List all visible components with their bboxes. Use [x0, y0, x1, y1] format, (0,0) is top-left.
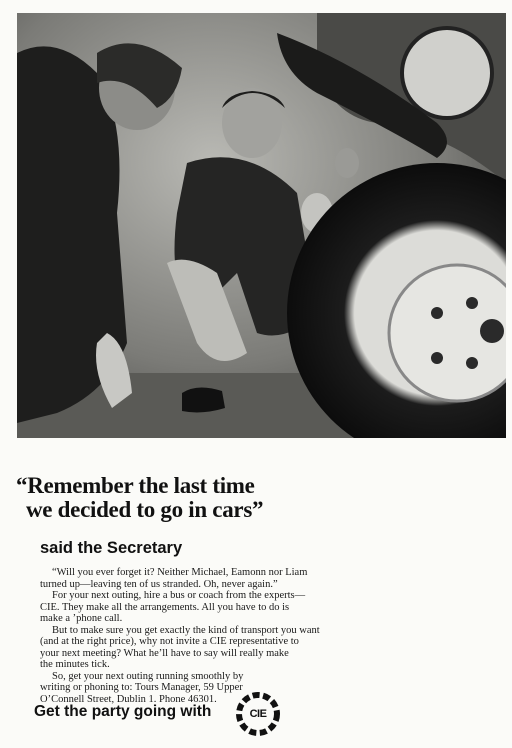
- body-line: (and at the right price), why not invite a CIE representative to: [40, 636, 299, 647]
- logo-text: CIE: [249, 708, 267, 720]
- body-line: O’Connell Street, Dublin 1. Phone 46301.: [40, 693, 217, 705]
- headline-line-2: we decided to go in cars”: [26, 497, 264, 522]
- body-line: So, get your next outing running smoothly by: [52, 670, 244, 682]
- paragraph-2: [40, 590, 340, 625]
- body-line: But to make sure you get exactly the kind of transport you want: [52, 624, 320, 636]
- tagline: Get the party going with: [34, 703, 212, 720]
- photo-men-changing-tyre: [17, 13, 506, 438]
- subhead: said the Secretary: [40, 539, 183, 557]
- body-line: turned up—leaving ten of us stranded. Oh, never again.”: [40, 578, 278, 590]
- body-line: make a ’phone call.: [40, 613, 123, 624]
- body-line: the minutes tick.: [40, 659, 110, 670]
- paragraph-3: [40, 625, 340, 671]
- body-line: CIE. They make all the arrangements. All you have to do is: [40, 601, 290, 613]
- body-copy: [40, 567, 340, 705]
- paragraph-1: [40, 567, 340, 590]
- body-line: your next meeting? What he’ll have to say will really make: [40, 647, 289, 659]
- body-line: For your next outing, hire a bus or coach from the experts—: [52, 590, 306, 601]
- headline: [16, 474, 456, 522]
- cie-logo-icon: [236, 692, 280, 736]
- body-line: writing or phoning to: Tours Manager, 59 Upper: [40, 682, 243, 693]
- paragraph-4: [40, 671, 340, 706]
- photo-illustration: [17, 13, 506, 438]
- headline-line-1: “Remember the last time: [16, 473, 255, 498]
- body-line: “Will you ever forget it? Neither Michael, Eamonn nor Liam: [52, 567, 308, 578]
